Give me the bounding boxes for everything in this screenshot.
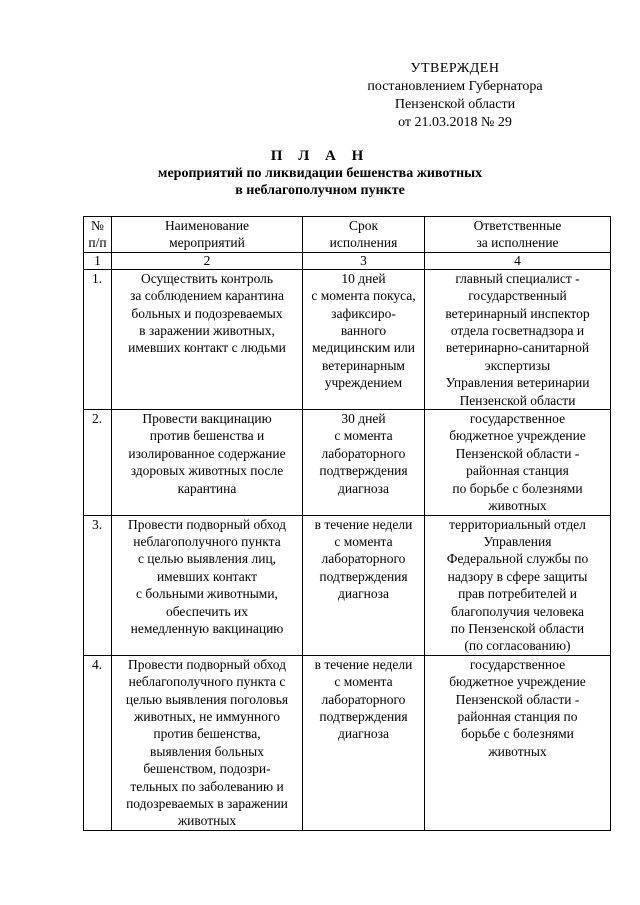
cell-line: Управления (483, 533, 552, 549)
cell-line: отдела госветнадзора и (450, 323, 585, 339)
responsible-cell (425, 655, 611, 830)
approval-heading: УТВЕРЖДЕН (410, 61, 500, 76)
cell-line: изолированное содержание (128, 445, 286, 461)
cell-line: с целью выявления лиц, (137, 551, 277, 567)
cell-line: государственный (468, 288, 567, 304)
cell-line: тельных по заболеванию и (130, 778, 284, 794)
row-number-cell: 2. (84, 410, 112, 515)
cell-line: медицинским или (311, 340, 415, 356)
cell-line: по Пензенской области (450, 620, 585, 636)
cell-line: с момента покуса, (311, 288, 416, 304)
measure-name-cell (112, 410, 303, 515)
responsible-cell (425, 515, 611, 655)
cell-line: ветеринарно-санитарной (445, 340, 590, 356)
term-cell (303, 515, 425, 655)
cell-line: лабораторного (321, 691, 406, 707)
title-line: мероприятий по ликвидации бешенства животных (157, 166, 483, 181)
cell-line: обеспечить их (165, 603, 249, 619)
cell-line: подтверждения (319, 708, 408, 724)
cell-line: подтверждения (319, 568, 408, 584)
approval-line: постановлением Губернатора (367, 79, 543, 94)
cell-line: районная станция по (457, 708, 578, 724)
row-number-cell: 3. (84, 515, 112, 655)
cell-line: здоровых животных после (130, 463, 284, 479)
document-title (100, 148, 540, 199)
cell-line: надзору в сфере защиты (447, 568, 588, 584)
cell-line: государственное (469, 411, 566, 427)
cell-line: с больными животными, (136, 586, 278, 602)
cell-line: больных и подозреваемых (131, 305, 283, 321)
table-row (84, 269, 611, 409)
table-header-row (84, 217, 611, 253)
cell-line: (по согласованию) (464, 638, 571, 654)
approval-block (340, 60, 570, 132)
cell-line: неблагополучного пункта (133, 533, 281, 549)
measure-name-cell (112, 269, 303, 409)
term-cell (303, 269, 425, 409)
cell-line: животных (177, 813, 237, 829)
cell-line: против бешенства, (153, 726, 261, 742)
cell-line: ветеринарным (322, 357, 405, 373)
measure-name-cell (112, 515, 303, 655)
responsible-cell (425, 269, 611, 409)
cell-line: Пензенской области - (455, 445, 580, 461)
cell-line: бешенством, подозри- (143, 761, 271, 777)
cell-line: районная станция (466, 463, 569, 479)
cell-line: целью выявления поголовья (125, 691, 289, 707)
cell-line: Управления ветеринарии (445, 375, 590, 391)
cell-line: Пензенской области - (455, 691, 580, 707)
cell-line: борьбе с болезнями (461, 726, 574, 742)
title-line: в неблагополучном пункте (235, 183, 405, 198)
cell-line: ветеринарный инспектор (445, 305, 590, 321)
cell-line: Пензенской области (459, 392, 576, 408)
index-cell: 2 (112, 252, 303, 269)
table-row (84, 410, 611, 515)
cell-line: государственное (469, 656, 566, 672)
cell-line: зафиксиро- (331, 305, 396, 321)
cell-line: подтверждения (319, 463, 408, 479)
measures-table (83, 216, 611, 831)
cell-line: диагноза (338, 726, 389, 742)
row-number-cell: 4. (84, 655, 112, 830)
cell-line: Провести подворный обход (127, 656, 287, 672)
index-cell: 1 (84, 252, 112, 269)
cell-line: лабораторного (321, 551, 406, 567)
table-index-row (84, 252, 611, 269)
table-row (84, 655, 611, 830)
cell-line: животных (488, 498, 547, 514)
cell-line: имевших контакт (156, 568, 258, 584)
cell-line: Провести подворный обход (127, 516, 287, 532)
cell-line: в течение недели (314, 516, 413, 532)
cell-line: имевших контакт с людьми (128, 340, 286, 356)
cell-line: выявления больных (150, 743, 264, 759)
cell-line: прав потребителей и (458, 586, 577, 602)
cell-line: диагноза (338, 480, 389, 496)
cell-line: территориальный отдел (449, 516, 586, 532)
header-num: № п/п (84, 217, 112, 253)
cell-line: немедленную вакцинацию (130, 620, 284, 636)
index-cell: 4 (425, 252, 611, 269)
cell-line: подозреваемых в заражении (126, 796, 288, 811)
cell-line: Провести вакцинацию (142, 411, 272, 427)
responsible-cell (425, 410, 611, 515)
cell-line: 30 дней (341, 411, 386, 427)
cell-line: бюджетное учреждение (449, 674, 586, 690)
cell-line: за соблюдением карантина (130, 288, 284, 304)
cell-line: бюджетное учреждение (449, 428, 586, 444)
term-cell (303, 655, 425, 830)
header-term: Срок исполнения (303, 217, 425, 253)
cell-line: учреждением (324, 375, 403, 391)
index-cell: 3 (303, 252, 425, 269)
row-number-cell: 1. (84, 269, 112, 409)
header-responsible: Ответственные за исполнение (425, 217, 611, 253)
cell-line: животных (488, 743, 547, 759)
table-row (84, 515, 611, 655)
cell-line: карантина (177, 480, 237, 496)
cell-line: благополучия человека (451, 603, 584, 619)
cell-line: в заражении животных, (139, 323, 275, 339)
cell-line: по борьбе с болезнями (452, 480, 583, 496)
cell-line: Федеральной службы по (446, 551, 589, 567)
header-name: Наименование мероприятий (112, 217, 303, 253)
approval-date: от 21.03.2018 № 29 (398, 115, 512, 130)
cell-line: животных, не иммунного (134, 708, 280, 724)
cell-line: ванного (340, 323, 387, 339)
cell-line: неблагополучного пункта с (128, 674, 286, 690)
cell-line: экспертизы (484, 357, 551, 373)
measure-name-cell (112, 655, 303, 830)
cell-line: в течение недели (314, 656, 413, 672)
cell-line: лабораторного (321, 445, 406, 461)
cell-line: с момента (334, 533, 393, 549)
title-plan: П Л А Н (270, 148, 370, 164)
cell-line: главный специалист - (455, 270, 580, 286)
term-cell (303, 410, 425, 515)
cell-line: диагноза (338, 586, 389, 602)
cell-line: с момента (334, 428, 393, 444)
cell-line: 10 дней (341, 270, 386, 286)
cell-line: с момента (334, 674, 393, 690)
cell-line: против бешенства и (149, 428, 265, 444)
cell-line: Осуществить контроль (140, 270, 274, 286)
approval-line: Пензенской области (394, 97, 516, 112)
